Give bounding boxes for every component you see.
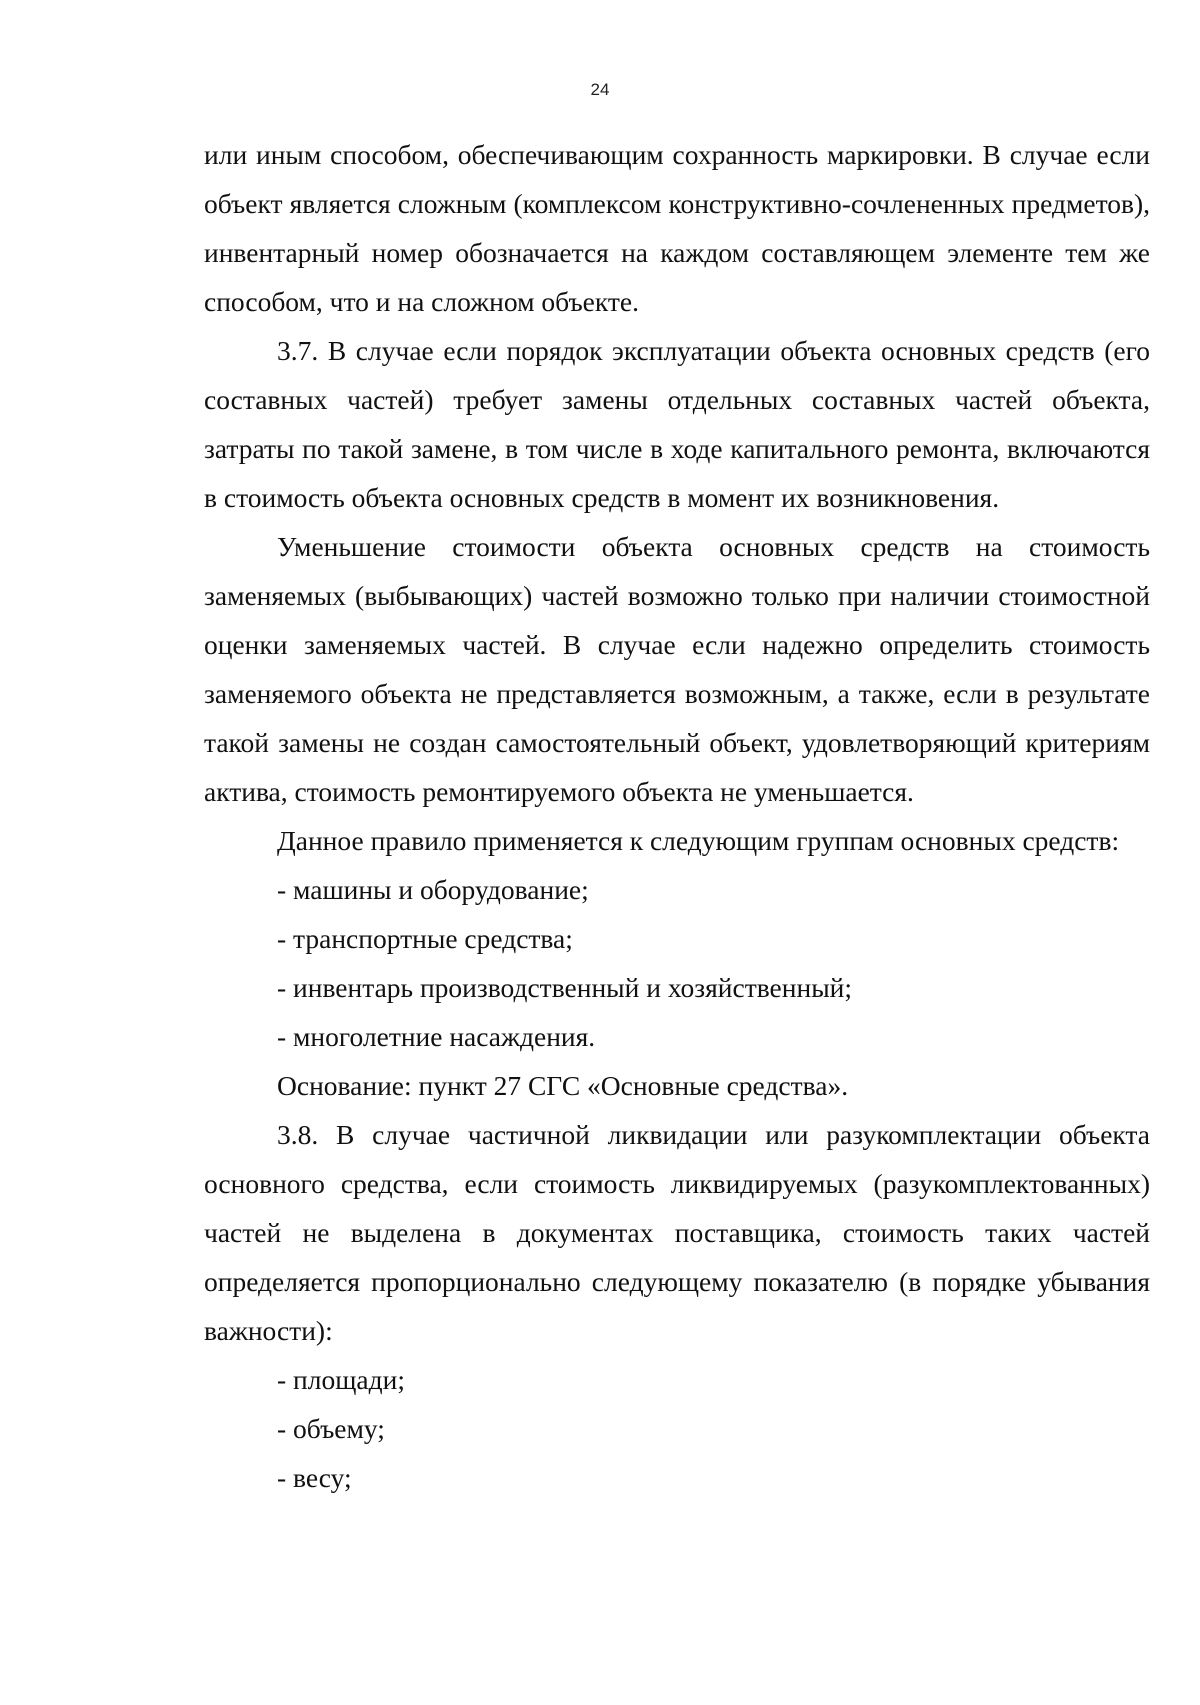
list-item-machinery: - машины и оборудование; bbox=[277, 874, 589, 905]
paragraph-cost-reduction: Уменьшение стоимости объекта основных средств на стоимость заменяемых (выбывающих) частей возможно только при наличии стоимостной оценки заменяемых частей. В случае если надежно определить стоимость заменяемого объекта не представляется возможным, а также, если в результате такой замены не создан самостоятельный объект, удовлетворяющий критериям актива, стоимость ремонтируемого объекта не уменьшается. bbox=[204, 531, 1150, 807]
list-item-volume: - объему; bbox=[277, 1413, 385, 1444]
list-item-weight: - весу; bbox=[277, 1462, 352, 1493]
page-number: 24 bbox=[590, 80, 610, 99]
list-item-area: - площади; bbox=[277, 1364, 405, 1395]
paragraph-3-7: 3.7. В случае если порядок эксплуатации объекта основных средств (его составных частей) требует замены отдельных составных частей объекта, затраты по такой замене, в том числе в ходе капитального ремонта, включаются в стоимость объекта основных средств в момент их возникновения. bbox=[204, 335, 1150, 513]
paragraph-marking-continuation: или иным способом, обеспечивающим сохранность маркировки. В случае если объект является сложным (комплексом конструктивно-сочлененных предметов), инвентарный номер обозначается на каждом составляющем элементе тем же способом, что и на сложном объекте. bbox=[204, 139, 1150, 317]
list-item-inventory: - инвентарь производственный и хозяйственный; bbox=[277, 972, 853, 1003]
list-item-perennial-plantings: - многолетние насаждения. bbox=[277, 1021, 596, 1052]
paragraph-basis: Основание: пункт 27 СГС «Основные средства». bbox=[277, 1070, 849, 1101]
paragraph-3-8: 3.8. В случае частичной ликвидации или разукомплектации объекта основного средства, если стоимость ликвидируемых (разукомплектованных) частей не выделена в документах поставщика, стоимость таких частей определяется пропорционально следующему показателю (в порядке убывания важности): bbox=[204, 1119, 1150, 1346]
paragraph-rule-applies: Данное правило применяется к следующим группам основных средств: bbox=[277, 825, 1120, 856]
list-item-vehicles: - транспортные средства; bbox=[277, 923, 573, 954]
document-body bbox=[204, 130, 1150, 1502]
